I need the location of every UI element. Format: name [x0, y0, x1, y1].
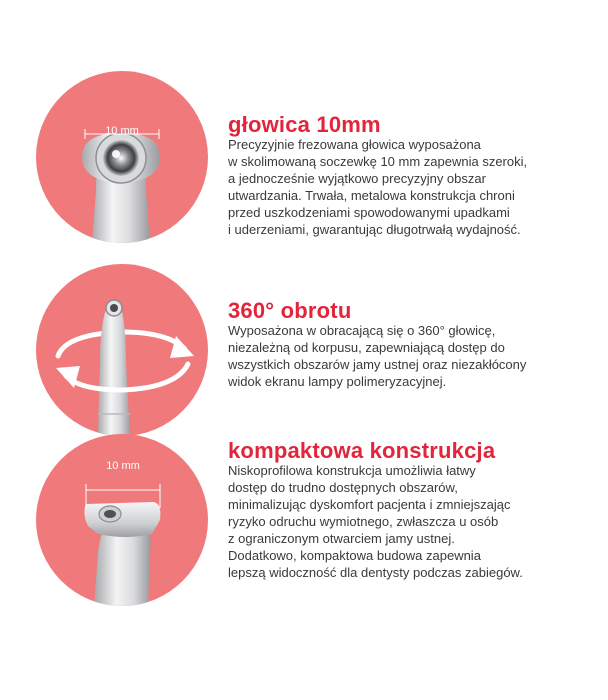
description-line: lepszą widoczność dla dentysty podczas zabiegów.: [228, 565, 523, 580]
feature-description-compact: [228, 462, 603, 581]
feature-title-rotation: 360° obrotu: [228, 298, 352, 323]
measure-label-head: 10 mm: [105, 125, 139, 137]
description-line: Wyposażona w obracającą się o 360° głowicę,: [228, 323, 496, 338]
handpiece-head-front-icon: [36, 71, 208, 243]
feature-description-rotation: [228, 322, 603, 390]
head-front-illustration: [36, 71, 208, 243]
description-line: Dodatkowo, kompaktowa budowa zapewnia: [228, 548, 481, 563]
feature-description-head: [228, 136, 603, 238]
rotation-illustration: [36, 264, 208, 436]
description-line: utwardzania. Trwała, metalowa konstrukcja chroni: [228, 188, 515, 203]
handpiece-head-side-icon: [36, 434, 208, 606]
measure-label-compact: 10 mm: [106, 460, 140, 472]
description-line: przed uszkodzeniami spowodowanymi upadkami: [228, 205, 510, 220]
description-line: i uderzeniami, gwarantując długotrwałą wydajność.: [228, 222, 521, 237]
description-line: a jednocześnie wyjątkowo precyzyjny obszar: [228, 171, 486, 186]
feature-title-compact: kompaktowa konstrukcja: [228, 438, 496, 463]
description-line: ryzyko odruchu wymiotnego, zwłaszcza u osób: [228, 514, 499, 529]
description-line: Niskoprofilowa konstrukcja umożliwia łatwy: [228, 463, 476, 478]
feature-title-head: głowica 10mm: [228, 112, 381, 137]
description-line: widok ekranu lampy polimeryzacyjnej.: [228, 374, 447, 389]
rotation-arrows-icon: [36, 264, 208, 436]
compact-illustration: [36, 434, 208, 606]
description-line: z ograniczonym otwarciem jamy ustnej.: [228, 531, 455, 546]
description-line: wszystkich obszarów jamy ustnej oraz niezakłócony: [228, 357, 527, 372]
description-line: w skolimowaną soczewkę 10 mm zapewnia szeroki,: [228, 154, 528, 169]
description-line: dostęp do trudno dostępnych obszarów,: [228, 480, 458, 495]
description-line: niezależną od korpusu, zapewniającą dostęp do: [228, 340, 505, 355]
description-line: Precyzyjnie frezowana głowica wyposażona: [228, 137, 481, 152]
description-line: minimalizując dyskomfort pacjenta i zmniejszając: [228, 497, 511, 512]
